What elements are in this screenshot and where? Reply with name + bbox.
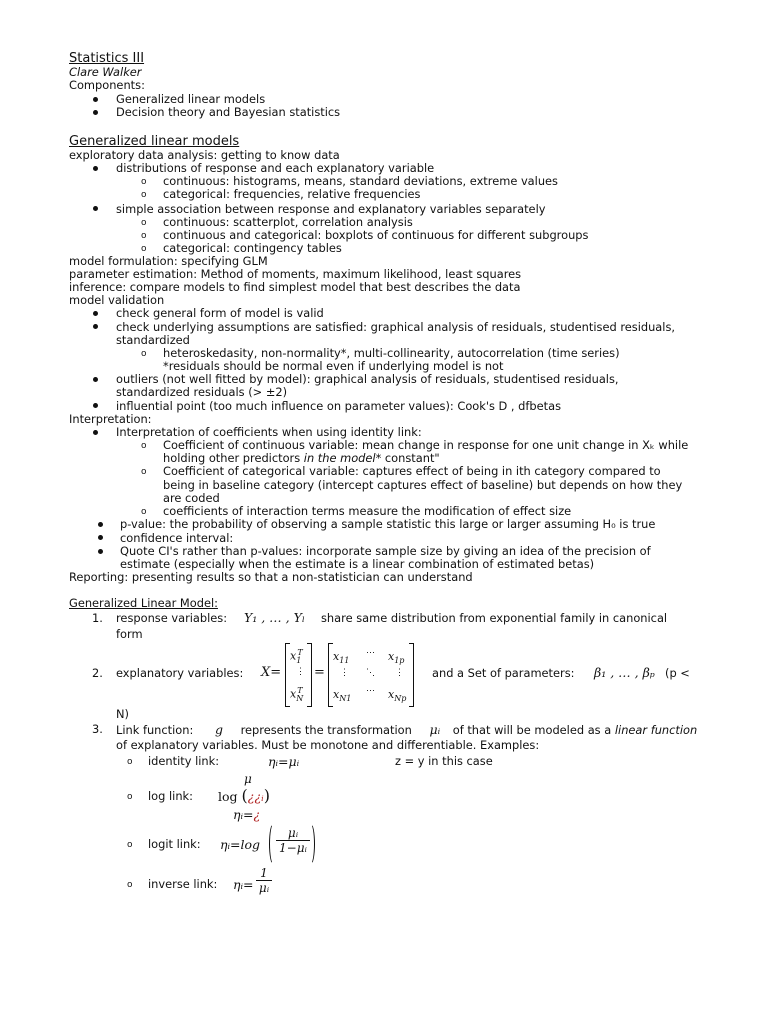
sub-bullet-icon: o — [127, 840, 133, 850]
bullet-text: Interpretation of coefficients when using identity link: — [116, 425, 422, 439]
bullet-text-cont: estimate (especially when the estimate is a linear combination of estimated betas) — [120, 557, 595, 571]
sub-bullet-text: coefficients of interaction terms measure the modification of effect size — [163, 504, 572, 518]
text-run-italic: in the model — [303, 451, 376, 465]
inference-line: inference: compare models to find simplest model that best describes the data — [69, 280, 521, 294]
interpretation-label: Interpretation: — [69, 412, 152, 426]
parameter-estimation-line: parameter estimation: Method of moments, maximum likelihood, least squares — [69, 267, 522, 281]
mu-symbol: μᵢ — [429, 722, 441, 737]
logit-link-label: logit link: — [148, 837, 201, 851]
section-heading-glm-model: Generalized Linear Model: — [69, 596, 218, 610]
component-item: Decision theory and Bayesian statistics — [116, 105, 341, 119]
sub-bullet-text: Coefficient of continuous variable: mean change in response for one unit change in Xₖ while — [163, 438, 689, 452]
inverse-fraction — [256, 866, 272, 895]
sub-bullet-icon: o — [141, 190, 147, 200]
log-link-eta — [233, 808, 260, 821]
bullet-text-cont: standardized — [116, 333, 190, 347]
identity-link-note: z = y in this case — [395, 754, 493, 768]
sub-bullet-icon: o — [127, 757, 133, 767]
text-run: Link function: — [116, 723, 194, 737]
reporting-line: Reporting: presenting results so that a non-statistician can understand — [69, 570, 473, 584]
bullet-text: confidence interval: — [120, 531, 234, 545]
sub-bullet-text: categorical: contingency tables — [163, 241, 342, 255]
inverse-link-label: inverse link: — [148, 877, 218, 891]
close-paren — [306, 823, 315, 865]
list-number: 1. — [92, 611, 103, 625]
sub-bullet-icon: o — [141, 231, 147, 241]
fraction-numerator: 1 — [260, 866, 268, 880]
sub-bullet-text-cont: *residuals should be normal even if underlying model is not — [163, 359, 504, 373]
item-text-cont: N) — [116, 707, 129, 721]
sub-bullet-text: heteroskedasity, non-normality*, multi-collinearity, autocorrelation (time series) — [163, 346, 620, 360]
eta-red: ¿ — [253, 807, 261, 822]
sub-bullet-icon: o — [141, 507, 147, 517]
bullet-icon — [98, 549, 103, 554]
list-number: 3. — [92, 722, 103, 736]
sub-bullet-text: categorical: frequencies, relative frequencies — [163, 187, 421, 201]
components-label: Components: — [69, 78, 145, 92]
sub-bullet-text-cont: being in baseline category (intercept captures effect of baseline) but depends on how they — [163, 478, 683, 492]
sub-bullet-icon: o — [141, 349, 147, 359]
bullet-icon — [93, 403, 98, 408]
sub-bullet-icon: o — [127, 880, 133, 890]
fraction-denominator: μᵢ — [256, 880, 272, 895]
parameters-math: β₁ , … , βₚ — [594, 665, 655, 680]
item-text-cont: form — [116, 627, 143, 641]
item-text-cont: of explanatory variables. Must be monotone and differentiable. Examples: — [116, 738, 540, 752]
logit-fraction — [276, 826, 310, 855]
response-variables-math: Y₁ , … , Yₗ — [244, 610, 305, 625]
bullet-icon — [98, 522, 103, 527]
list-number: 2. — [92, 666, 103, 680]
log-link-mu: μ — [244, 772, 252, 786]
bullet-text-cont: standardized residuals (> ±2) — [116, 385, 288, 399]
log-link-expr — [218, 786, 270, 805]
bullet-text: outliers (not well fitted by model): graphical analysis of residuals, studentised residuals, — [116, 372, 619, 386]
log-link-label: log link: — [148, 789, 193, 803]
doc-title: Statistics III — [69, 51, 145, 66]
sub-bullet-icon: o — [127, 792, 133, 802]
bullet-text: Quote CI's rather than p-values: incorporate sample size by giving an idea of the precision of — [120, 544, 651, 558]
sub-bullet-text-cont: are coded — [163, 491, 220, 505]
author-name: Clare Walker — [69, 65, 142, 79]
g-symbol: g — [214, 722, 223, 737]
sub-bullet-text: Coefficient of categorical variable: captures effect of being in ith category compared to — [163, 464, 661, 478]
bullet-icon — [93, 166, 98, 171]
bullet-text: influential point (too much influence on parameter values): Cook's D , dfbetas — [116, 399, 562, 413]
sub-bullet-text: continuous: histograms, means, standard deviations, extreme values — [163, 174, 558, 188]
parameters-tail: (p < — [665, 666, 690, 680]
log-link-red: ¿¿ᵢ — [247, 789, 264, 804]
text-run: * constant" — [375, 451, 440, 465]
bullet-icon — [93, 430, 98, 435]
bullet-icon — [93, 97, 98, 102]
section-heading-glm: Generalized linear models — [69, 134, 240, 149]
bullet-icon — [93, 110, 98, 115]
bullet-text: simple association between response and explanatory variables separately — [116, 202, 546, 216]
bullet-text: check general form of model is valid — [116, 306, 324, 320]
link-function-line — [116, 723, 697, 737]
eda-line: exploratory data analysis: getting to know data — [69, 148, 340, 162]
log-fn: log — [218, 789, 238, 804]
bullet-text: distributions of response and each explanatory variable — [116, 161, 435, 175]
logit-lhs: ηᵢ=log — [220, 837, 261, 852]
sub-bullet-text: continuous and categorical: boxplots of continuous for different subgroups — [163, 228, 589, 242]
sub-bullet-icon: o — [141, 177, 147, 187]
eta-lhs: ηᵢ= — [233, 807, 254, 822]
item-label: response variables: — [116, 611, 228, 625]
bullet-icon — [93, 206, 98, 211]
model-validation-line: model validation — [69, 293, 165, 307]
sub-bullet-icon: o — [141, 441, 147, 451]
parameters-label: and a Set of parameters: — [432, 666, 575, 680]
model-formulation-line: model formulation: specifying GLM — [69, 254, 268, 268]
bullet-icon — [93, 324, 98, 329]
sub-bullet-icon: o — [141, 218, 147, 228]
item-label: explanatory variables: — [116, 666, 244, 680]
identity-link-label: identity link: — [148, 754, 220, 768]
component-item: Generalized linear models — [116, 92, 266, 106]
inverse-lhs: ηᵢ= — [233, 877, 254, 892]
sub-bullet-icon: o — [141, 244, 147, 254]
bullet-icon — [93, 377, 98, 382]
text-run: of that will be modeled as a — [452, 723, 612, 737]
item-text: share same distribution from exponential family in canonical — [321, 611, 668, 625]
bullet-text: p-value: the probability of observing a sample statistic this large or larger assuming H₀ is true — [120, 517, 656, 531]
fraction-numerator: μᵢ — [287, 826, 299, 840]
fraction-denominator: 1−μᵢ — [276, 840, 310, 855]
text-run: represents the transformation — [240, 723, 412, 737]
text-run: holding other predictors — [163, 451, 304, 465]
identity-link-math: ηᵢ=μᵢ — [268, 754, 300, 769]
close-paren: ) — [263, 786, 270, 805]
bullet-icon — [98, 535, 103, 540]
open-paren: ( — [241, 786, 248, 805]
sub-bullet-icon: o — [141, 467, 147, 477]
text-run-italic: linear function — [614, 723, 698, 737]
bullet-icon — [93, 311, 98, 316]
sub-bullet-text: continuous: scatterplot, correlation analysis — [163, 215, 413, 229]
bullet-text: check underlying assumptions are satisfied: graphical analysis of residuals, studentised residuals, — [116, 320, 676, 334]
